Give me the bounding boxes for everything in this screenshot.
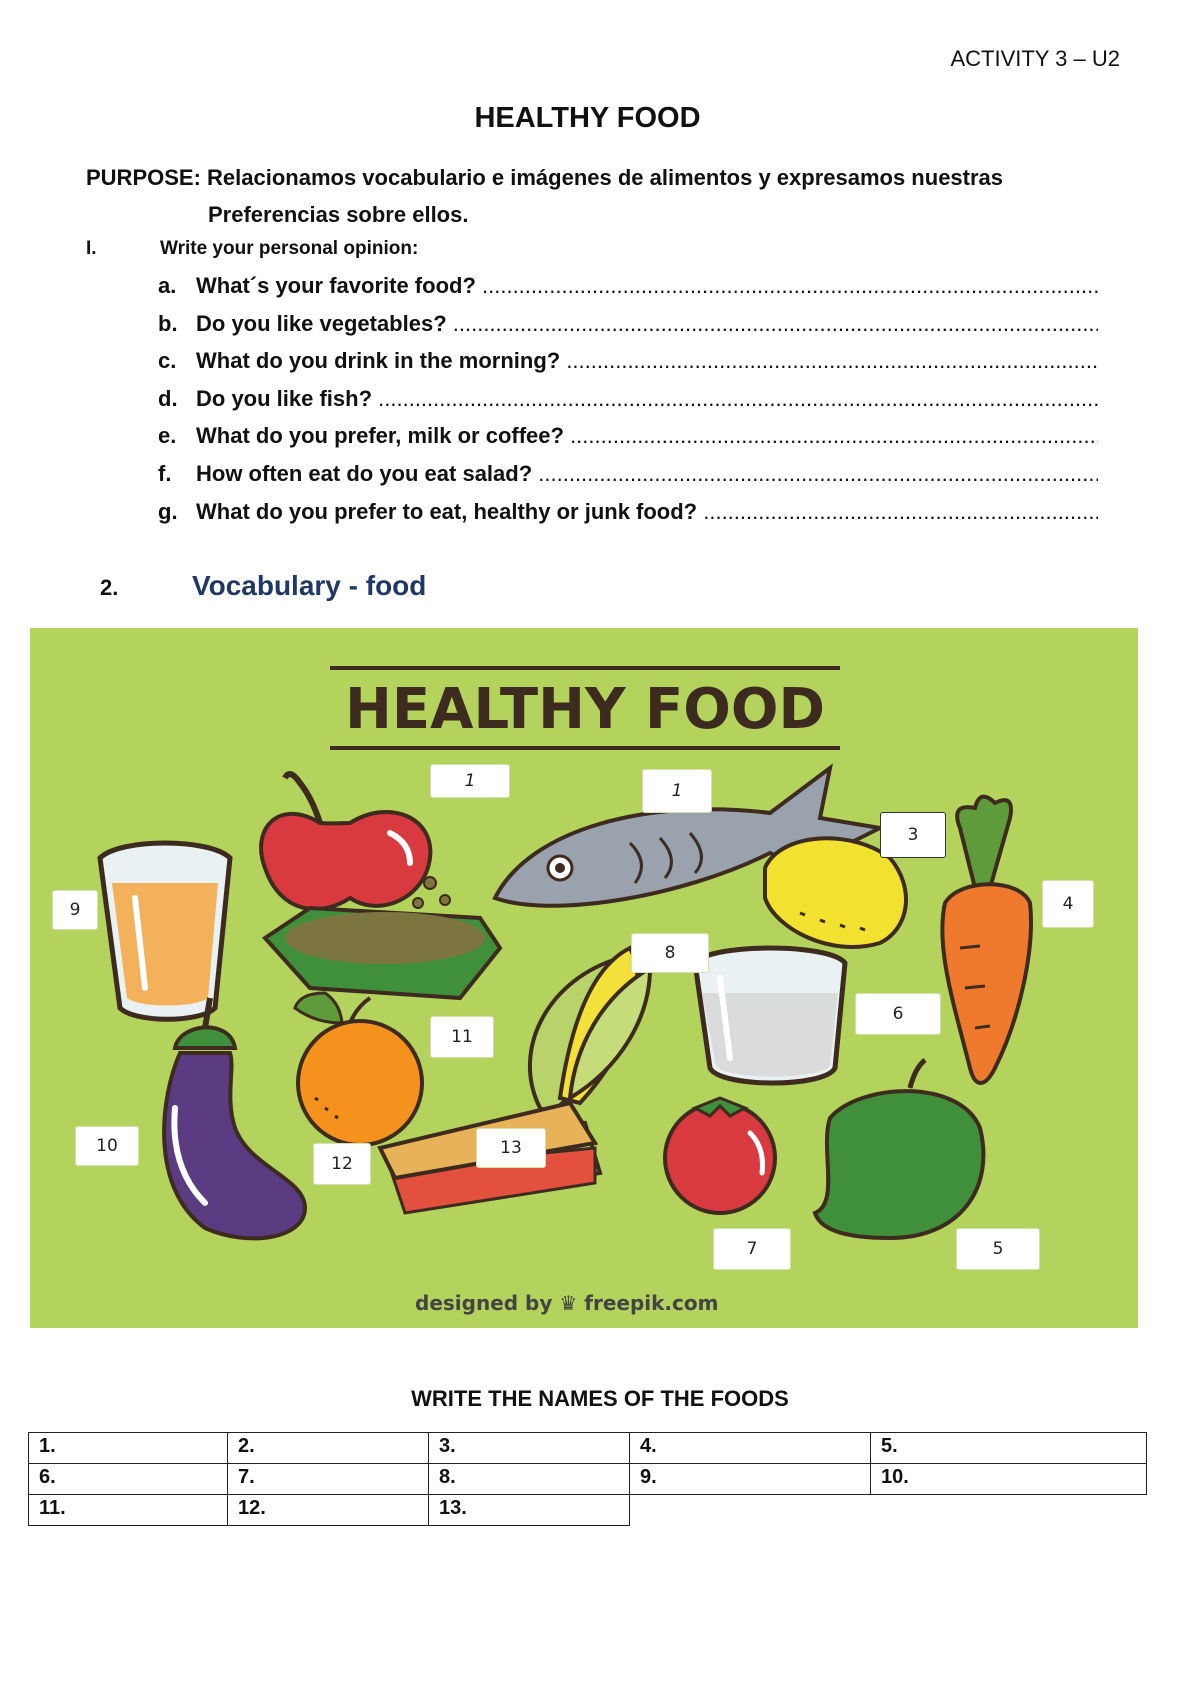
question-letter: g.: [158, 499, 178, 524]
orange-icon: [295, 993, 422, 1145]
section-2-number: 2.: [100, 575, 119, 600]
label-box: 1: [642, 769, 712, 813]
question-c: [158, 347, 1098, 375]
answer-cell[interactable]: 3.: [429, 1433, 630, 1464]
label-box: 8: [631, 933, 709, 973]
question-letter: d.: [158, 386, 178, 411]
section-1-number: I.: [86, 238, 97, 259]
apple-icon: [261, 774, 430, 909]
question-letter: f.: [158, 461, 172, 486]
question-a: [158, 272, 1098, 300]
page-title: HEALTHY FOOD: [474, 102, 701, 134]
question-e: [158, 422, 1098, 450]
answers-table: [28, 1432, 1147, 1526]
label-box: 7: [713, 1228, 791, 1270]
juice-glass-icon: [100, 843, 230, 1019]
question-letter: b.: [158, 311, 178, 336]
question-f: [158, 460, 1098, 488]
answer-cell[interactable]: 11.: [29, 1495, 228, 1526]
purpose-line-1: PURPOSE: Relacionamos vocabulario e imágenes de alimentos y expresamos nuestras: [86, 165, 1004, 190]
carrot-icon: [942, 797, 1031, 1083]
label-box: 3: [880, 812, 946, 858]
label-box: 10: [75, 1126, 139, 1166]
question-text: What do you prefer to eat, healthy or junk food? .....: [196, 498, 1098, 526]
question-letter: c.: [158, 348, 177, 373]
question-letter: e.: [158, 423, 177, 448]
mango-icon: [815, 1060, 983, 1238]
answer-cell[interactable]: 4.: [630, 1433, 871, 1464]
table-row: [29, 1495, 1147, 1526]
question-text: How often eat do you eat salad? .....: [196, 460, 1098, 488]
poster-credit: designed by ♛ freepik.com: [415, 1291, 719, 1315]
section-2-title: Vocabulary - food: [192, 570, 427, 601]
activity-code: ACTIVITY 3 – U2: [950, 46, 1120, 71]
table-row: [29, 1433, 1147, 1464]
eggplant-icon: [164, 998, 305, 1238]
label-box: 1: [430, 764, 510, 798]
label-box: 6: [855, 993, 941, 1035]
answer-cell[interactable]: 9.: [630, 1464, 871, 1495]
milk-glass-icon: [695, 948, 845, 1083]
answer-cell[interactable]: 8.: [429, 1464, 630, 1495]
empty-cell: [871, 1495, 1147, 1526]
question-g: [158, 498, 1098, 526]
table-row: [29, 1464, 1147, 1495]
question-letter: a.: [158, 273, 177, 298]
answer-cell[interactable]: 1.: [29, 1433, 228, 1464]
purpose-line-2: Preferencias sobre ellos.: [208, 202, 469, 227]
answer-cell[interactable]: 13.: [429, 1495, 630, 1526]
question-text: Do you like vegetables? .....: [196, 310, 1098, 338]
healthy-food-poster: [30, 628, 1138, 1328]
question-text: What do you drink in the morning? .....: [196, 347, 1098, 375]
question-text: What´s your favorite food? .....: [196, 272, 1098, 300]
question-text: Do you like fish? .....: [196, 385, 1098, 413]
answer-cell[interactable]: 5.: [871, 1433, 1147, 1464]
label-box: 13: [476, 1128, 546, 1168]
empty-cell: [630, 1495, 871, 1526]
question-b: [158, 310, 1098, 338]
label-box: 9: [52, 890, 98, 930]
label-box: 5: [956, 1228, 1040, 1270]
label-box: 4: [1042, 880, 1094, 928]
answers-title: WRITE THE NAMES OF THE FOODS: [411, 1386, 789, 1411]
answer-cell[interactable]: 10.: [871, 1464, 1147, 1495]
label-box: 11: [430, 1016, 494, 1058]
answer-cell[interactable]: 6.: [29, 1464, 228, 1495]
poster-title: HEALTHY FOOD: [345, 677, 825, 742]
question-text: What do you prefer, milk or coffee? .....: [196, 422, 1098, 450]
tomato-icon: [665, 1098, 775, 1213]
label-box: 12: [313, 1143, 371, 1185]
answer-cell[interactable]: 2.: [228, 1433, 429, 1464]
answer-cell[interactable]: 12.: [228, 1495, 429, 1526]
question-d: [158, 385, 1098, 413]
poster-illustration: [30, 628, 1138, 1328]
answer-cell[interactable]: 7.: [228, 1464, 429, 1495]
corn-icon: [530, 948, 650, 1128]
section-1-heading: Write your personal opinion:: [160, 238, 419, 259]
